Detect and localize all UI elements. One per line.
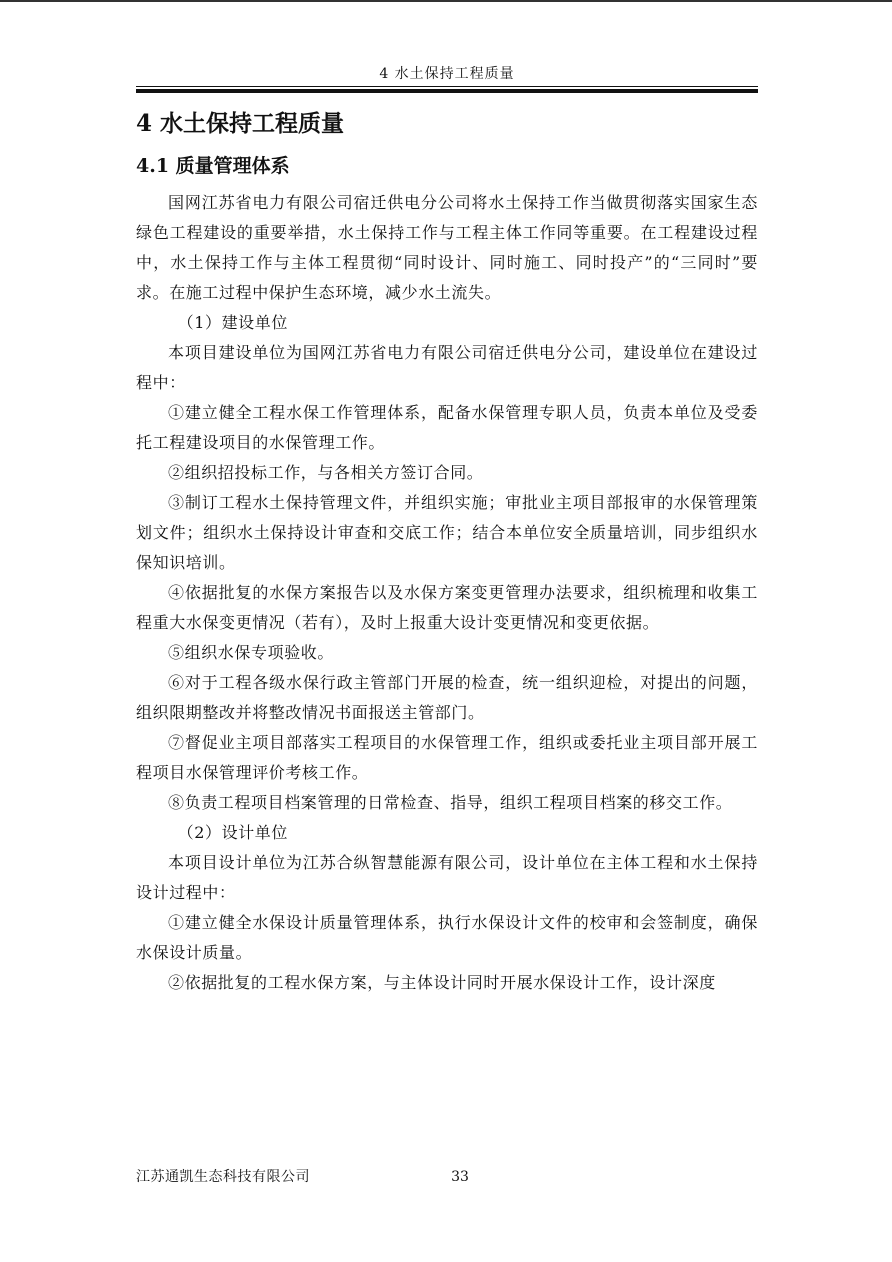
construction-item-6: ⑥对于工程各级水保行政主管部门开展的检查，统一组织迎检，对提出的问题，组织限期整改并将整改情况书面报送主管部门。 — [136, 673, 758, 722]
construction-item-2: ②组织招投标工作，与各相关方签订合同。 — [168, 463, 484, 482]
design-item-1: ①建立健全水保设计质量管理体系，执行水保设计文件的校审和会签制度，确保水保设计质量。 — [136, 913, 758, 962]
construction-unit-heading: （1）建设单位 — [177, 313, 288, 332]
construction-item-3: ③制订工程水土保持管理文件，并组织实施；审批业主项目部报审的水保管理策划文件；组织水土保持设计审查和交底工作；结合本单位安全质量培训，同步组织水保知识培训。 — [136, 493, 758, 572]
design-unit-intro: 本项目设计单位为江苏合纵智慧能源有限公司，设计单位在主体工程和水土保持设计过程中： — [136, 853, 758, 902]
page-body — [136, 104, 758, 998]
construction-unit-intro: 本项目建设单位为国网江苏省电力有限公司宿迁供电分公司，建设单位在建设过程中： — [136, 343, 758, 392]
header-rule-thin — [136, 86, 758, 87]
footer-company: 江苏通凯生态科技有限公司 — [136, 1169, 310, 1185]
running-header: 4 水土保持工程质量 — [379, 66, 515, 82]
construction-item-4: ④依据批复的水保方案报告以及水保方案变更管理办法要求，组织梳理和收集工程重大水保变更情况（若有），及时上报重大设计变更情况和变更依据。 — [136, 583, 758, 632]
construction-item-7: ⑦督促业主项目部落实工程项目的水保管理工作，组织或委托业主项目部开展工程项目水保管理评价考核工作。 — [136, 733, 758, 782]
subsection-title: 4.1 质量管理体系 — [136, 155, 290, 177]
construction-item-1: ①建立健全工程水保工作管理体系，配备水保管理专职人员，负责本单位及受委托工程建设项目的水保管理工作。 — [136, 403, 758, 452]
page-number: 33 — [451, 1169, 469, 1185]
header-rule-thick — [136, 89, 758, 93]
construction-item-5: ⑤组织水保专项验收。 — [168, 643, 335, 662]
section-title: 4 水土保持工程质量 — [136, 110, 345, 137]
construction-item-8: ⑧负责工程项目档案管理的日常检查、指导，组织工程项目档案的移交工作。 — [168, 793, 733, 812]
scan-top-edge — [0, 0, 892, 2]
design-item-2: ②依据批复的工程水保方案，与主体设计同时开展水保设计工作，设计深度 — [168, 973, 716, 992]
design-unit-heading: （2）设计单位 — [177, 823, 288, 842]
header-double-rule — [136, 86, 758, 95]
intro-paragraph: 国网江苏省电力有限公司宿迁供电分公司将水土保持工作当做贯彻落实国家生态绿色工程建设的重要举措，水土保持工作与工程主体工作同等重要。在工程建设过程中，水土保持工作与主体工程贯彻“同时设计、同时施工、同时投产”的“三同时”要求。在施工过程中保护生态环境，减少水土流失。 — [136, 193, 758, 302]
